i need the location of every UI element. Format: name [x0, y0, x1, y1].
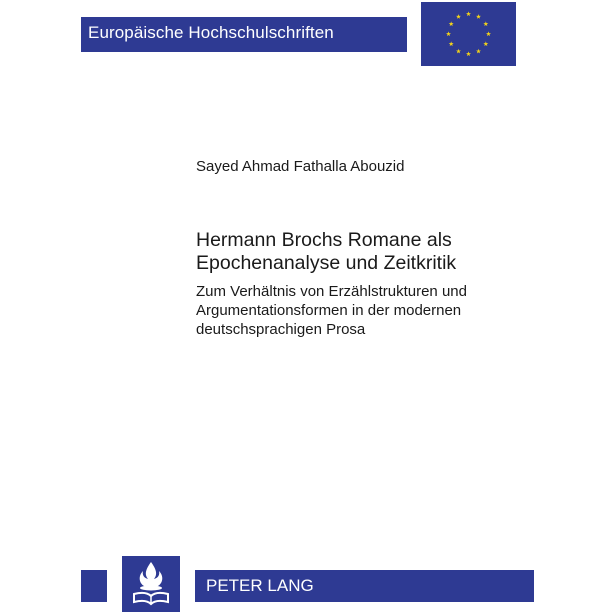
- book-subtitle-line: Argumentationsformen in der modernen: [196, 302, 462, 319]
- book-subtitle: [196, 282, 467, 339]
- star-icon: [466, 11, 471, 16]
- star-icon: [456, 14, 461, 19]
- book-title-line: Epochenanalyse und Zeitkritik: [196, 252, 457, 274]
- eu-stars-flag-icon: [421, 2, 516, 66]
- series-title: Europäische Hochschulschriften: [88, 23, 334, 42]
- book-title: [196, 229, 456, 275]
- star-icon: [486, 31, 491, 36]
- star-icon: [476, 14, 481, 19]
- peter-lang-logo-icon: [122, 556, 180, 612]
- star-icon: [449, 41, 454, 46]
- book-subtitle-line: Zum Verhältnis von Erzählstrukturen und: [196, 283, 467, 300]
- star-icon: [476, 49, 481, 54]
- star-icon: [456, 49, 461, 54]
- star-icon: [483, 21, 488, 26]
- author-name: Sayed Ahmad Fathalla Abouzid: [196, 158, 405, 175]
- star-icon: [483, 41, 488, 46]
- star-icon: [466, 51, 471, 56]
- star-icon: [449, 21, 454, 26]
- book-subtitle-line: deutschsprachigen Prosa: [196, 321, 366, 338]
- decorative-block: [81, 570, 107, 602]
- publisher-name: PETER LANG: [206, 576, 314, 595]
- book-title-line: Hermann Brochs Romane als: [196, 229, 452, 251]
- star-icon: [446, 31, 451, 36]
